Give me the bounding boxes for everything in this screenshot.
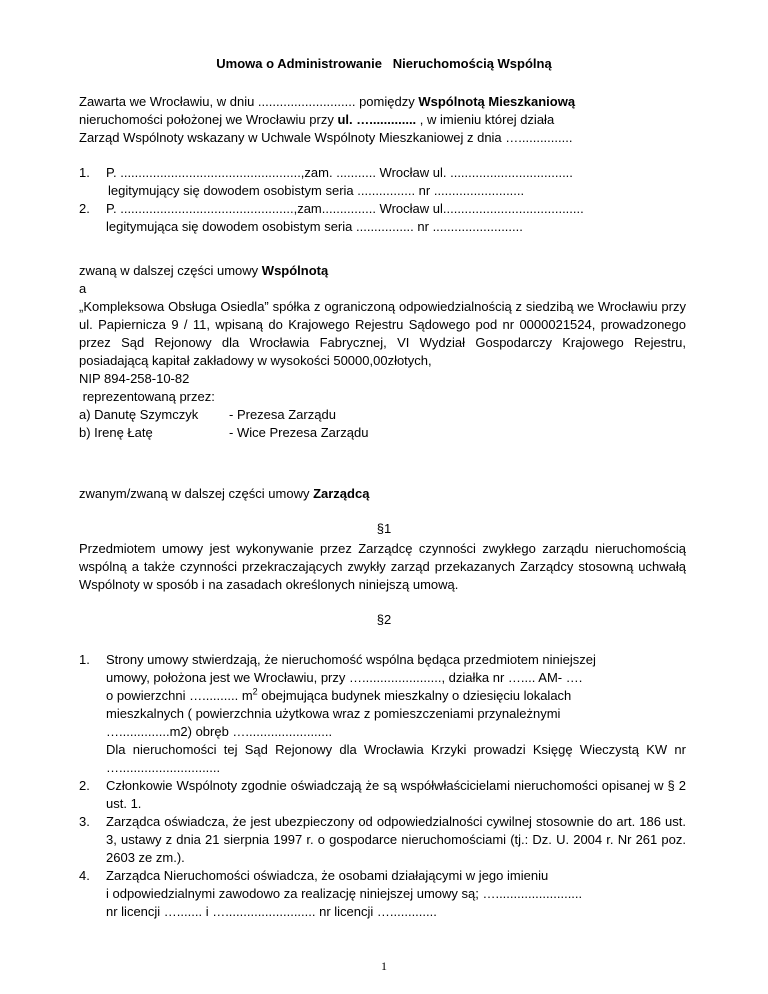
section-2-item-1 (79, 651, 686, 777)
intro-line-2 (79, 111, 686, 129)
document-title: Umowa o Administrowanie Nieruchomością Wspólną (216, 56, 552, 71)
item-1-building: obejmująca budynek mieszkalny o dziesięciu lokalach (257, 688, 572, 703)
intro-paragraph (79, 93, 686, 147)
list-number: 3. (79, 814, 90, 829)
item-1-line: …..............m2) obręb …........................ (106, 724, 333, 739)
representation-label: reprezentowaną przez: (79, 389, 215, 404)
zarzadca-line (79, 485, 686, 503)
page-number: 1 (381, 959, 387, 973)
item-4-line: Zarządca Nieruchomości oświadcza, że osobami działającymi w jego imieniu (106, 868, 549, 883)
zarzadca-lead: zwanym/zwaną w dalszej części umowy (79, 486, 314, 501)
representative-b (79, 424, 686, 442)
representative-b-name: b) Irenę Łatę (79, 425, 153, 440)
item-1-line: umowy, położona jest we Wrocławiu, przy …......................, działka nr ….... AM- …. (106, 670, 583, 685)
item-4-line: i odpowiedzialnymi zawodowo za realizację niniejszej umowy są; …........................ (106, 886, 583, 901)
conjunction-a: a (79, 281, 87, 296)
section-2-item-4 (79, 867, 686, 921)
item-1-line (106, 687, 686, 705)
item-2-text: Członkowie Wspólnoty zgodnie oświadczają że są współwłaścicielami nieruchomości opisanej w § 2 ust. 1. (106, 778, 686, 811)
item-1-area: o powierzchni ….......... m (106, 688, 253, 703)
list-number: 4. (79, 868, 90, 883)
parties-list (79, 164, 686, 236)
list-number: 2. (79, 201, 90, 216)
zarzadca-name: Zarządcą (313, 486, 370, 501)
party-1-details: P. ..................................................,zam. ........... Wrocław ul. .................................. (106, 165, 573, 180)
list-number: 2. (79, 778, 90, 793)
item-1-land-register: Dla nieruchomości tej Sąd Rejonowy dla Wrocławia Krzyki prowadzi Księgę Wieczystą KW nr …............................ (106, 742, 686, 775)
company-description: „Kompleksowa Obsługa Osiedla” spółka z ograniczoną odpowiedzialnością z siedzibą we Wrocławiu przy ul. Papiernicza 9 / 11, wpisaną do Krajowego Rejestru Sądowego pod nr 0000021524, prowadzonego przez Sąd Rejonowy dla Wrocławia Fabrycznej, VI Wydział Gospodarczy Krajowego Rejestru, posiadającą kapitał zakładowy w wysokości 50000,00złotych, (79, 299, 686, 368)
list-number: 1. (79, 165, 90, 180)
party-1-line-1 (79, 164, 686, 182)
intro-line-3: Zarząd Wspólnoty wskazany w Uchwale Wspólnoty Mieszkaniowej z dnia …............... (79, 130, 573, 145)
representative-a-role: - Prezesa Zarządu (229, 407, 336, 422)
representative-b-role: - Wice Prezesa Zarządu (229, 425, 369, 440)
wspolnota-lead: zwaną w dalszej części umowy (79, 263, 262, 278)
list-number: 1. (79, 652, 90, 667)
company-nip: NIP 894-258-10-82 (79, 371, 190, 386)
item-4-line: nr licencji …....... i …......................... nr licencji …............. (106, 904, 437, 919)
intro-line-1 (79, 93, 686, 111)
party-2-id: legitymująca się dowodem osobistym seria ................ nr ......................... (106, 219, 523, 234)
wspolnota-line (79, 262, 686, 280)
intro-text: , w imieniu której działa (416, 112, 555, 127)
superscript-2: 2 (252, 686, 258, 697)
section-2-heading: §2 (376, 612, 392, 627)
representative-a (79, 406, 686, 424)
section-2-item-3 (79, 813, 686, 867)
section-2-list (79, 651, 686, 921)
section-2-item-2 (79, 777, 686, 813)
zarzadca-text (79, 485, 686, 503)
intro-text: nieruchomości położonej we Wrocławiu przy (79, 112, 338, 127)
item-1-line: mieszkalnych ( powierzchnia użytkowa wraz z pomieszczeniami przynależnymi (106, 706, 561, 721)
section-1-text: Przedmiotem umowy jest wykonywanie przez Zarządcę czynności zwykłego zarządu nieruchomością wspólną a także czynności przekraczających zwykły zarząd przekazanych Zarządcy stosowną uchwałą Wspólnoty w sposób i na zasadach określonych niniejszą umową. (79, 541, 686, 592)
wspolnota-name: Wspólnotą (261, 263, 329, 278)
intro-text: Zawarta we Wrocławiu, w dniu ........................... pomiędzy (79, 94, 419, 109)
section-1-heading: §1 (376, 521, 392, 536)
wspolnota-block (79, 262, 686, 442)
item-3-text: Zarządca oświadcza, że jest ubezpieczony od odpowiedzialności cywilnej stosownie do art. 186 ust. 3, ustawy z dnia 21 sierpnia 1997 r. o gospodarce nieruchomościami (tj.: Dz. U. 2004 r. Nr 261 poz. 2603 ze zm.). (106, 814, 686, 865)
street-placeholder-bold: ul. …............. (337, 112, 417, 127)
item-1-line: Strony umowy stwierdzają, że nieruchomość wspólna będąca przedmiotem niniejszej (106, 652, 596, 667)
party-2-details: P. ................................................,zam............... Wrocław ul....................................... (106, 201, 584, 216)
wspolnota-mieszkaniowa-bold: Wspólnotą Mieszkaniową (418, 94, 576, 109)
party-1-id: legitymujący się dowodem osobistym seria ................ nr ......................... (108, 183, 525, 198)
party-2-line-1 (79, 200, 686, 218)
representative-a-name: a) Danutę Szymczyk (79, 407, 199, 422)
